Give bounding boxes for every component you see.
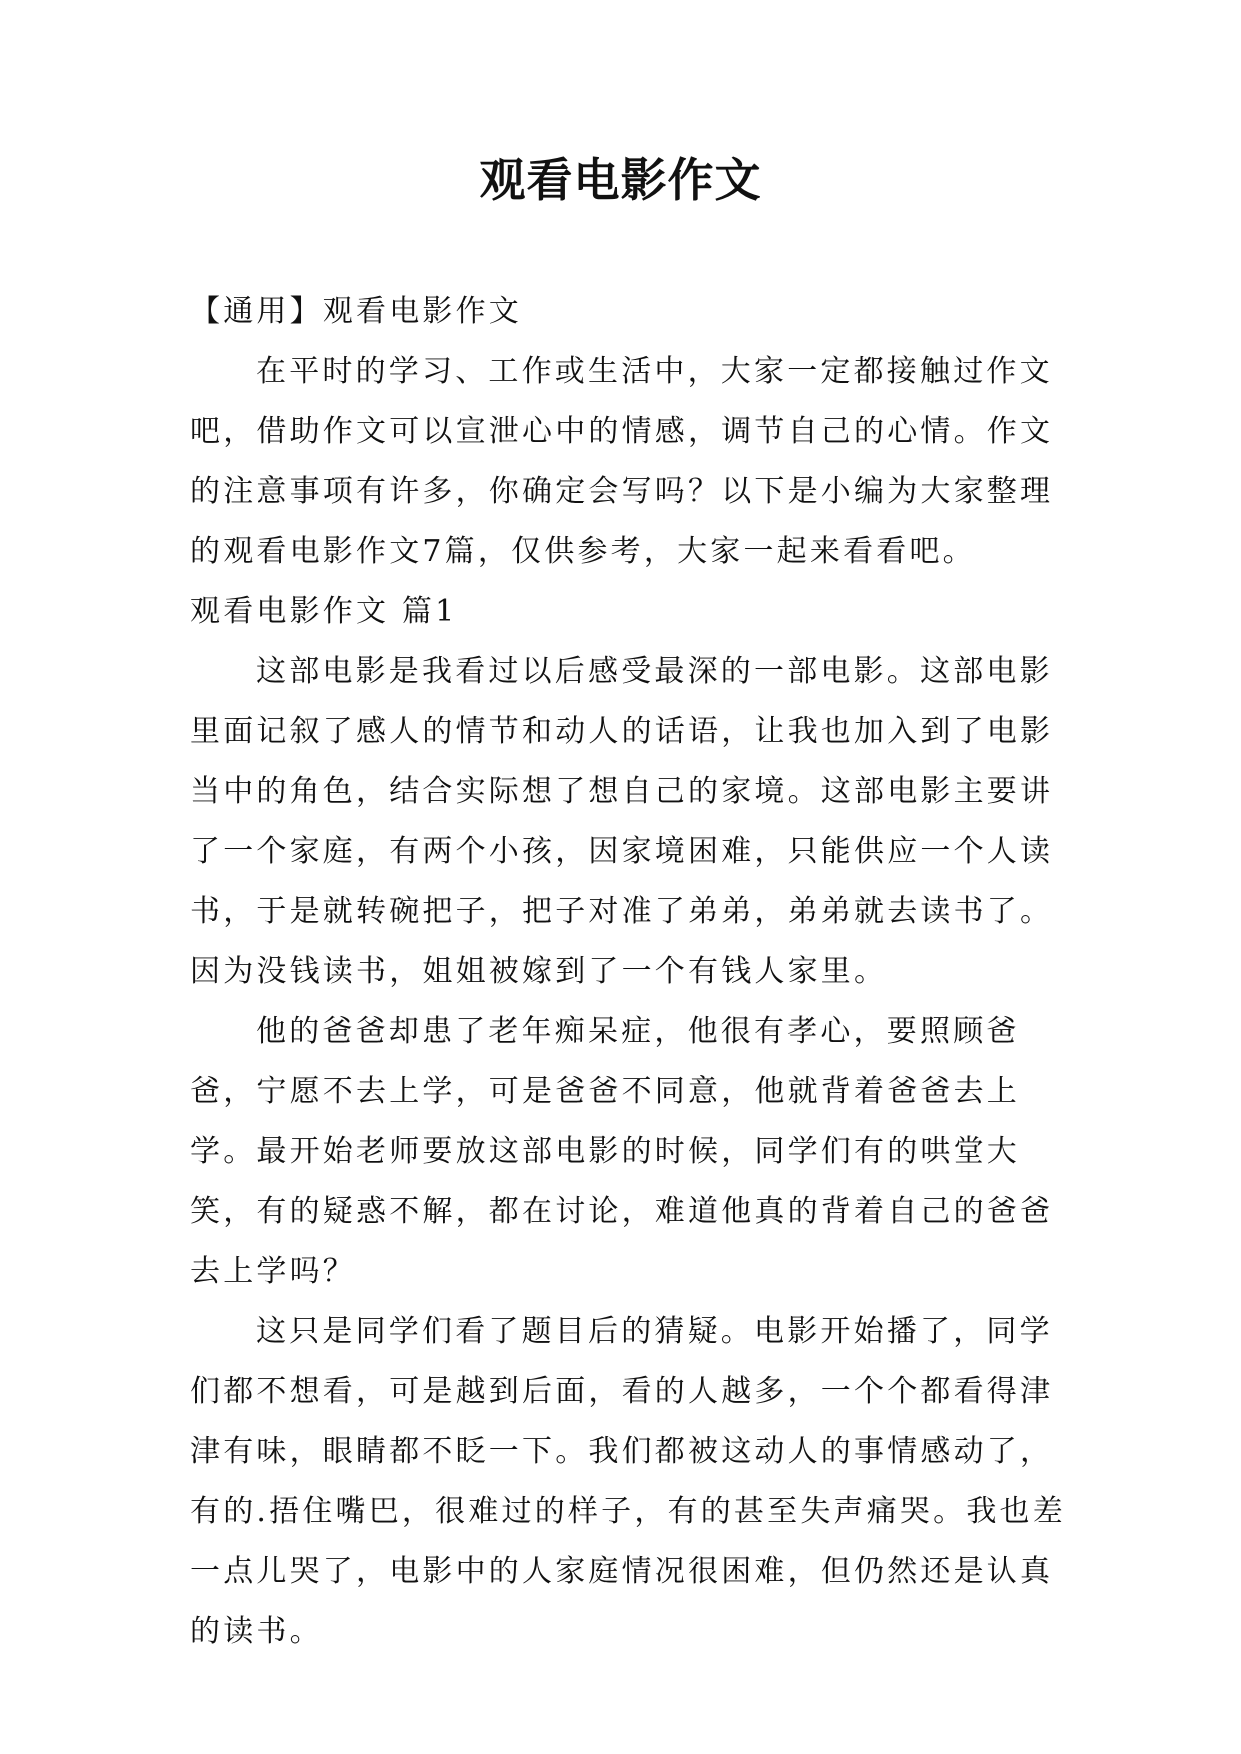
body-paragraph-2: 他的爸爸却患了老年痴呆症，他很有孝心，要照顾爸爸，宁愿不去上学，可是爸爸不同意，他就背着爸爸去上学。最开始老师要放这部电影的时候，同学们有的哄堂大笑，有的疑惑不解，都在讨论，难道他真的背着自己的爸爸去上学吗？ [190, 1014, 1054, 1289]
body-paragraph-3: 这只是同学们看了题目后的猜疑。电影开始播了，同学们都不想看，可是越到后面，看的人越多，一个个都看得津津有味，眼睛都不眨一下。我们都被这动人的事情感动了，有的.捂住嘴巴，很难过的样子，有的甚至失声痛哭。我也差一点儿哭了，电影中的人家庭情况很困难，但仍然还是认真的读书。 [190, 1314, 1066, 1649]
document-subtitle: 【通用】观看电影作文 [190, 294, 522, 329]
document-body [190, 282, 1070, 1662]
intro-paragraph: 在平时的学习、工作或生活中，大家一定都接触过作文吧，借助作文可以宣泄心中的情感，调节自己的心情。作文的注意事项有许多，你确定会写吗？以下是小编为大家整理的观看电影作文7篇，仅供参考，大家一起来看看吧。 [190, 354, 1054, 569]
section-heading: 观看电影作文 篇1 [190, 594, 458, 629]
document-title: 观看电影作文 [479, 153, 762, 207]
body-paragraph-1: 这部电影是我看过以后感受最深的一部电影。这部电影里面记叙了感人的情节和动人的话语，让我也加入到了电影当中的角色，结合实际想了想自己的家境。这部电影主要讲了一个家庭，有两个小孩，因家境困难，只能供应一个人读书，于是就转碗把子，把子对准了弟弟，弟弟就去读书了。因为没钱读书，姐姐被嫁到了一个有钱人家里。 [190, 654, 1054, 989]
